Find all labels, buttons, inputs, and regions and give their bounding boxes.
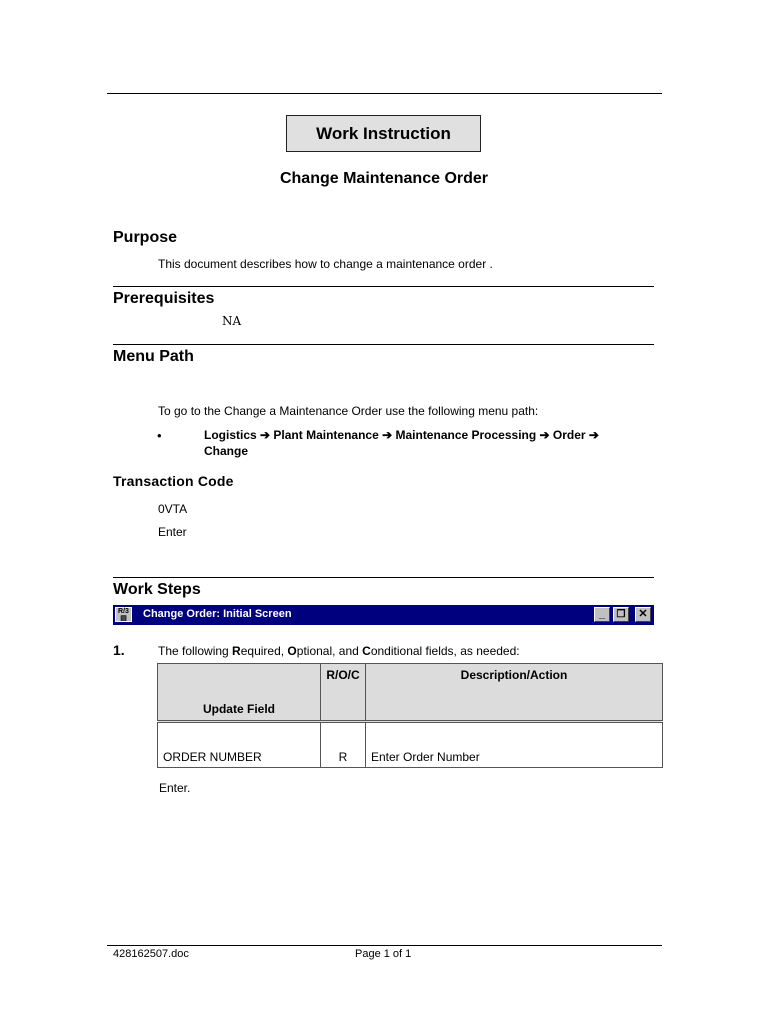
document-title: Change Maintenance Order (279, 170, 489, 187)
transaction-code-heading: Transaction Code (113, 473, 234, 489)
work-instruction-box: Work Instruction (286, 115, 481, 152)
table-row (158, 722, 663, 768)
minimize-icon[interactable]: _ (594, 607, 610, 622)
menu-path-heading: Menu Path (113, 348, 194, 365)
intro-part-bold: O (287, 644, 297, 658)
intro-part: equired, (240, 644, 288, 658)
purpose-text: This document describes how to change a maintenance order . (158, 257, 493, 271)
cell-description: Enter Order Number (366, 722, 663, 768)
cell-roc: R (321, 722, 366, 768)
column-header-description: Description/Action (366, 664, 663, 722)
menu-path-intro: To go to the Change a Maintenance Order use the following menu path: (158, 404, 539, 418)
intro-part: ptional, and (296, 644, 363, 658)
restore-icon[interactable]: ❐ (613, 607, 629, 622)
prerequisites-rule (113, 344, 654, 345)
intro-part: onditional fields, as needed: (370, 644, 520, 658)
sap-doc-icon[interactable]: R/3 ▤ (115, 607, 132, 622)
footer-rule (107, 945, 662, 946)
window-title-bar (113, 605, 654, 625)
column-header-update-field: Update Field (158, 664, 321, 722)
column-header-roc: R/O/C (321, 664, 366, 722)
prerequisites-value: NA (222, 314, 242, 328)
intro-part-bold: C (362, 644, 371, 658)
footer-page-number: Page 1 of 1 (355, 948, 412, 960)
menu-path-line2: Change (204, 444, 249, 458)
step-number: 1. (113, 642, 125, 658)
menu-path-line1: Logistics ➔ Plant Maintenance ➔ Maintenance Processing ➔ Order ➔ (204, 428, 599, 442)
fields-table (157, 663, 663, 768)
work-steps-heading: Work Steps (113, 581, 201, 598)
intro-part: The following (158, 644, 233, 658)
cell-update-field: ORDER NUMBER (158, 722, 321, 768)
purpose-rule (113, 286, 654, 287)
menu-path-bullet: • (157, 428, 162, 443)
transaction-code-enter: Enter (158, 525, 187, 539)
window-title: Change Order: Initial Screen (143, 608, 292, 620)
prerequisites-heading: Prerequisites (113, 290, 215, 307)
footer-filename: 428162507.doc (113, 948, 189, 960)
close-icon[interactable]: ✕ (635, 607, 651, 622)
top-rule (107, 93, 662, 94)
transaction-code-value: 0VTA (158, 502, 188, 516)
work-steps-rule (113, 577, 654, 578)
after-table-text: Enter. (159, 781, 191, 795)
table-header-row (158, 664, 663, 722)
intro-part-bold: R (232, 644, 241, 658)
purpose-heading: Purpose (113, 229, 178, 246)
step-intro (158, 644, 520, 658)
